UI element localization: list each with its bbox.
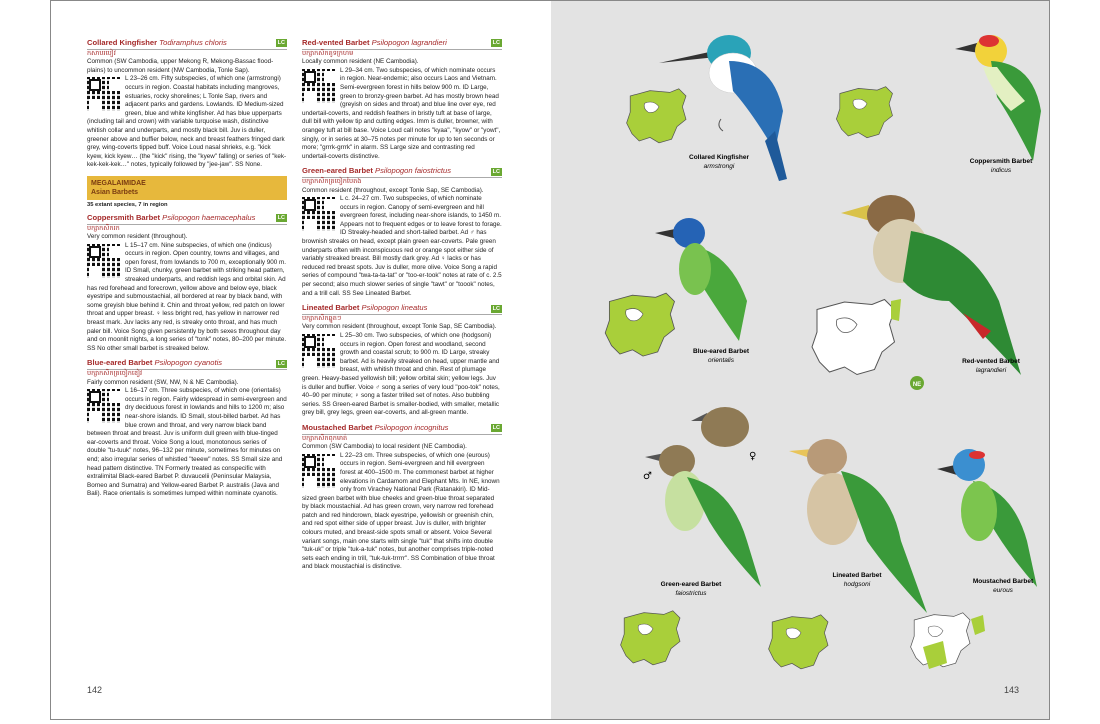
- khmer-name: បក្សាកសិកពុកមាត់: [302, 434, 348, 442]
- species-entry: [302, 39, 502, 161]
- species-text: L c. 24–27 cm. Two subspecies, of which nominate occurs in region. Canopy of semi-evergreen and hill evergreen forest, including near-shore islands, to 1450 m. Appears not to frequent edges or to leave forest to forage. ID Streaky-headed and short-tailed barbet. Ad ♂ has brownish streaks on head, except plain green ear-coverts. Pale green underparts often with inconspicuous red or orange spot either side of variably streaked breast. Bill mostly dark grey. Ad ♀ lacks or has reduced red breast spots. Juv is duller, more olive. Voice Song a rapid series of compound "twa-ta-ta-tat" or "too-er-took" notes at rate of c. 2.5 per second; also much slower series of single "tawt" or "toook" notes, and a trill call. SS See Lineated Barbet.: [302, 195, 502, 297]
- status-badge: LC: [492, 425, 500, 432]
- male-symbol: ♂: [643, 471, 652, 482]
- plate-label-sub: hodgsoni: [843, 581, 871, 588]
- family-band: [87, 176, 287, 200]
- page-number-right: 143: [1003, 685, 1019, 695]
- status-badge: LC: [277, 215, 285, 222]
- green-eared-barbet-illustration: [645, 407, 761, 587]
- plate-label-name: Moustached Barbet: [972, 578, 1034, 585]
- book-spread: [50, 0, 1050, 720]
- right-page-plate: [551, 1, 1049, 719]
- species-name: Moustached Barbet Psilopogon incognitus: [302, 422, 449, 432]
- species-name: Lineated Barbet Psilopogon lineatus: [302, 303, 428, 313]
- species-entry: [87, 214, 287, 354]
- status-badge: LC: [277, 40, 285, 47]
- species-text: L 29–34 cm. Two subspecies, of which nominate occurs in region. Near-endemic; also occurs Laos and Vietnam. Semi-evergreen forest in hills below 900 m. ID Large, green to bronzy-green barbet. Ad has mostly brown head (greyish on sides and throat) and blue line over eye, red undertail-coverts, and reddish feathers in bristly tuft at base of large, dull bill with yellow tip and cutting edges. Imm is duller, browner, with orangey tuft at bill base. Voice Loud call notes "kyaa", "kyow" or "yowt", singly, or in series at 30–75 notes per minute for up to ten seconds or more; "grrrk-grrrk" in alarm. SS Large size and contrasting red undertail-coverts distinctive.: [302, 66, 501, 160]
- coppersmith-barbet-illustration: [955, 35, 1041, 161]
- species-intro: Fairly common resident (SW, NW, N & NE Cambodia).: [87, 378, 239, 386]
- status-badge: LC: [277, 360, 285, 367]
- plate-label-name: Blue-eared Barbet: [693, 348, 749, 355]
- qr-code[interactable]: [87, 77, 121, 111]
- plate-label-sub: armstrongi: [703, 163, 735, 170]
- species-entry: [302, 424, 502, 572]
- status-badge: LC: [492, 305, 500, 312]
- species-entry: [302, 304, 502, 418]
- map-coppersmith-barbet: [836, 87, 892, 138]
- khmer-name: បក្សាកសិករក: [87, 224, 120, 232]
- plate-label-sub: lagrandieri: [975, 367, 1007, 374]
- plate-label-name: Collared Kingfisher: [689, 154, 749, 161]
- species-intro: Very common resident (throughout, except Tonle Sap, SE Cambodia).: [302, 323, 497, 331]
- species-intro: Common (SW Cambodia, upper Mekong R, Mekong-Bassac flood-plains) to uncommon resident (NW Cambodia, Tonle Sap).: [87, 58, 274, 74]
- species-intro: Locally common resident (NE Cambodia).: [302, 58, 419, 66]
- species-intro: Common (SW Cambodia) to local resident (NE Cambodia).: [302, 443, 467, 451]
- species-name: Green-eared Barbet Psilopogon faiostrictus: [302, 166, 452, 176]
- plate-label-sub: faiostrictus: [675, 590, 707, 597]
- khmer-name: កសាបរបៀវ: [87, 49, 116, 57]
- status-badge: LC: [492, 168, 500, 175]
- moustached-barbet-illustration: [937, 449, 1037, 587]
- female-symbol: ♀: [749, 451, 757, 462]
- map-blue-eared-barbet: [605, 293, 674, 356]
- family-count: 35 extant species, 7 in region: [87, 201, 168, 208]
- qr-code[interactable]: [302, 69, 336, 103]
- plate-label-name: Red-vented Barbet: [962, 358, 1020, 365]
- status-badge: LC: [492, 40, 500, 47]
- khmer-name: បក្សាកសិកគូទក្រហម: [302, 49, 354, 57]
- plate-label-sub: indicus: [990, 167, 1012, 174]
- qr-code[interactable]: [302, 334, 336, 368]
- species-intro: Very common resident (throughout).: [87, 233, 188, 241]
- map-collared-kingfisher: [627, 89, 686, 143]
- plate-label-name: Lineated Barbet: [832, 572, 882, 579]
- ne-badge-label: NE: [912, 382, 922, 388]
- species-name: Collared Kingfisher Todiramphus chloris: [87, 38, 227, 47]
- family-common: Asian Barbets: [91, 188, 139, 196]
- species-entry: [87, 359, 287, 499]
- qr-code[interactable]: [87, 389, 121, 423]
- khmer-name: បក្សាកសិកត្រចៀកខៀវ: [87, 370, 143, 377]
- khmer-name: បក្សាកសិកឆ្នូតៗ: [302, 314, 342, 322]
- qr-code[interactable]: [302, 454, 336, 488]
- text-column-2: [302, 39, 502, 578]
- species-intro: Common resident (throughout, except Tonle Sap, SE Cambodia).: [302, 186, 484, 194]
- plate-label-sub: eurous: [993, 587, 1013, 594]
- family-code: MEGALAIMIDAE: [91, 179, 146, 187]
- species-name: Blue-eared Barbet Psilopogon cyanotis: [87, 358, 223, 368]
- species-text: L 16–17 cm. Three subspecies, of which one (orientalis) occurs in region. Fairly widespread in semi-evergreen and dry deciduous forest in lowlands and hills to 1200 m; also near-shore islands. ID Small, stout-billed barbet. Ad has blue crown and throat, and very narrow black band between throat and breast. Juv is uniform dull green with blue-tinged ear-coverts and throat. Voice Song a loud, monotonous series of double "tu-tuuk" notes, 96–132 per minute, sometimes for minutes on end; also irregular series of whistled "teeew" notes. SS Small size and head pattern distinctive. TN Formerly treated as conspecific with extralimital Black-eared Barbet P. duvaucelii (Peninsular Malaysia, Borneo and Sumatra) and Yellow-eared Barbet P. australis (Java and Bali). Race orientalis is sometimes lumped within nominate cyanotis.: [87, 387, 287, 498]
- species-text: L 23–26 cm. Fifty subspecies, of which one (armstrongi) occurs in region. Coastal habitats including mangroves, estuaries, rocky shorelines; L Tonle Sap, rivers and adjacent parks and gardens. Lowlands. ID Medium-sized green, blue and white kingfisher. Ad has blue upperparts (including tail and crown) with variable turquoise wash, distinctive whitish collar and underparts, and mostly black bill. Juv is duller, greener above and buffier below, neck and breast feathers fringed dark grey, wing-coverts tipped buff. Voice Loud nasal shrieks, e.g. "kick kyew, kick kyew… (the "kick" rising, the "kyew" falling) or series of "kek-kek-kek-kek…" notes, typically followed by "jee-jaw". SS None.: [87, 75, 287, 169]
- page-number-left: 142: [87, 685, 103, 695]
- map-red-vented-barbet: [812, 299, 901, 375]
- species-text: L 25–30 cm. Two subspecies, of which one (hodgsoni) occurs in region. Open forest and woodland, second growth and coastal scrub; to 900 m. ID Large, streaky barbet. Ad is heavily streaked on head, upper mantle and breast, with whitish throat and chin. Rest of plumage green. Heavy-based yellowish bill; yellow orbital skin; yellow legs. Juv is duller and buffier. Voice ♂ song a series of very loud "poo-tok" notes, 40–90 per minute; ♀ song a faster trilled set of notes. Also bubbling series. SS Green-eared Barbet is smaller-bodied, with smaller, metallic grey bill, grey legs, green ear-coverts, and all-green mantle.: [302, 332, 500, 417]
- bird-plate: [551, 1, 1049, 719]
- map-moustached-barbet: [911, 613, 985, 669]
- khmer-name: បក្សាកសិកត្រចៀកបៃតង: [302, 177, 362, 185]
- map-lineated-barbet: [769, 615, 828, 669]
- species-text: L 15–17 cm. Nine subspecies, of which one (indicus) occurs in region. Open country, towns and villages, and open forest, from lowlands to 700 m, exceptionally 900 m. ID Small, chunky, green barbet with striking head pattern, streaked underparts, and reddish legs and orbital skin. Ad has red forehead and forecrown, yellow above and below eye, black eyestripe and submoustachial, all bordered at rear by black band, with some greyish blue behind it. Chin and throat yellow, red patch on lower throat and upper breast. ♀ less bright red, has yellow in narrower red breast mark. Juv lacks any red, is streaky onto throat, and has much paler bill. Voice Song given persistently by both sexes throughout day and on moonlit nights, a long series of "tonk" notes, 80–200 per minute. SS No other small barbet is streaked below.: [87, 241, 287, 352]
- species-entry: [87, 39, 287, 170]
- plate-label-sub: orientalis: [707, 357, 735, 364]
- left-page: [51, 1, 551, 719]
- plate-label-name: Coppersmith Barbet: [969, 158, 1033, 165]
- species-name: Coppersmith Barbet Psilopogon haemacephalus: [87, 212, 256, 222]
- qr-code[interactable]: [302, 197, 336, 231]
- species-entry: [302, 167, 502, 298]
- species-text: L 22–23 cm. Three subspecies, of which one (eurous) occurs in region. Semi-evergreen and hill evergreen forest at 400–1500 m. The commonest barbet at higher elevations in Cardamom and Elephant Mts. In NE, known only from Virachey National Park (Ratanakiri). ID Mid-sized green barbet with blue cheeks and green-blue throat separated by black moustachial. Ad has green crown, very narrow red forehead patch and red hindcrown, black eyestripe, yellowish or greenish chin, and red spot either side of upper breast. Juv is duller, with brighter colours muted, and breast-side spots small or absent. Voice Several variant songs, main one starts with single "tuk" that shifts into double "tuk-uk" or triple "tuk-a-tuk" notes, but another comprises triple-noted sets each ending in trill, "tuk-tuk-trrrrr". SS Combination of blue throat and black moustachial is distinctive.: [302, 451, 500, 571]
- qr-code[interactable]: [87, 244, 121, 278]
- plate-label-name: Green-eared Barbet: [660, 581, 722, 588]
- species-name: Red-vented Barbet Psilopogon lagrandieri: [302, 38, 447, 47]
- text-column-1: [87, 39, 287, 505]
- map-green-eared-barbet: [621, 611, 680, 665]
